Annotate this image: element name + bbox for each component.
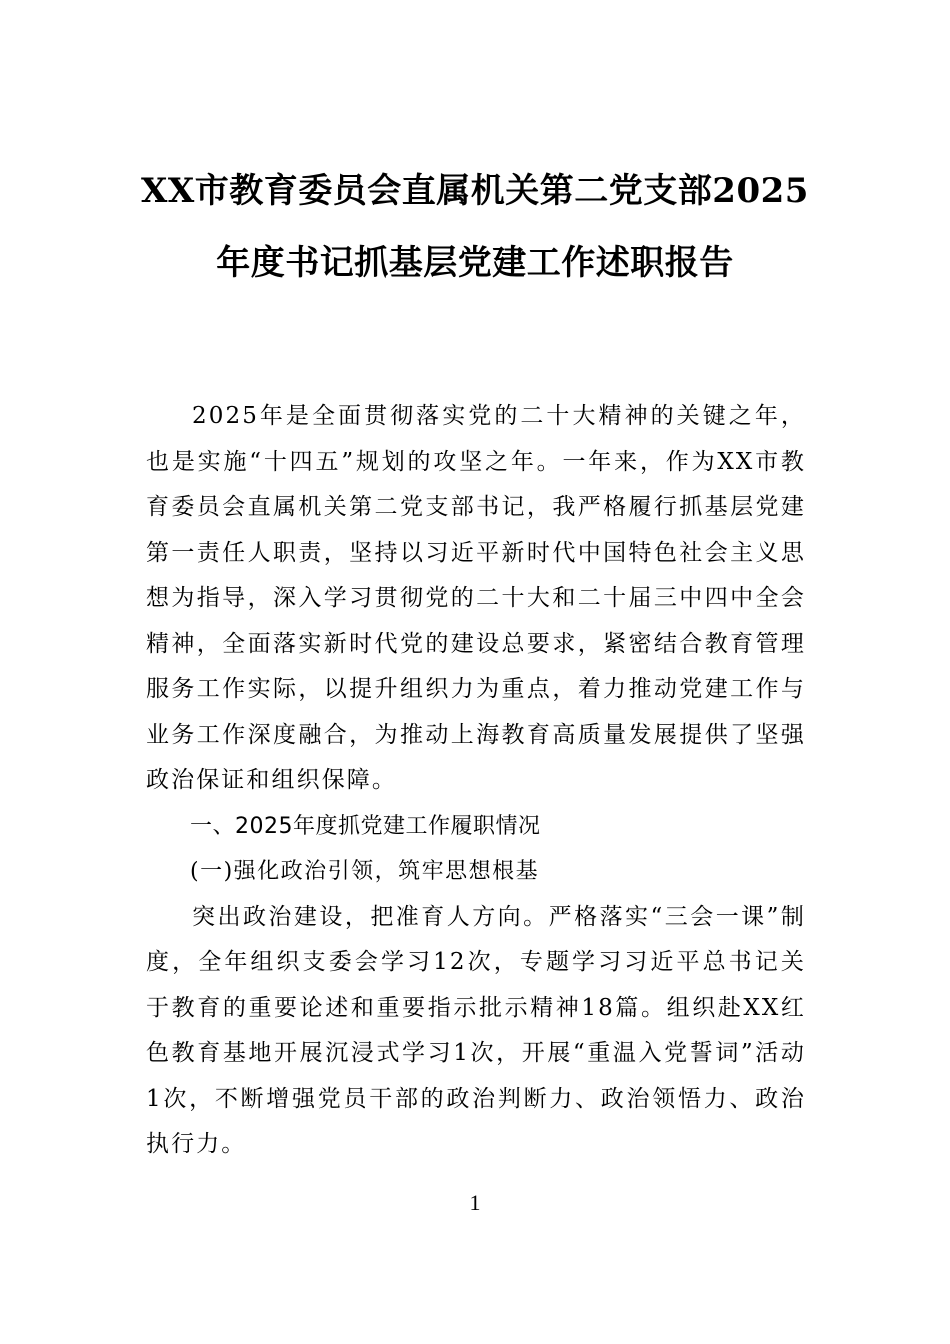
section-heading: 一、2025年度抓党建工作履职情况 xyxy=(190,813,541,839)
subsection-heading: (一)强化政治引领，筑牢思想根基 xyxy=(190,859,540,884)
document-body xyxy=(146,394,806,1168)
page-number: 1 xyxy=(469,1190,481,1215)
subsection-paragraph: 突出政治建设，把准育人方向。严格落实“三会一课”制度，全年组织支委会学习12次，专题学习习近平总书记关于教育的重要论述和重要指示批示精神18篇。组织赴XX红色教育基地开展沉浸式学习1次，开展“重温入党誓词”活动1次，不断增强党员干部的政治判断力、政治领悟力、政治执行力。 xyxy=(146,903,806,1157)
intro-paragraph: 2025年是全面贯彻落实党的二十大精神的关键之年，也是实施“十四五”规划的攻坚之年。一年来，作为XX市教育委员会直属机关第二党支部书记，我严格履行抓基层党建第一责任人职责，坚持以习近平新时代中国特色社会主义思想为指导，深入学习贯彻党的二十大和二十届三中四中全会精神，全面落实新时代党的建设总要求，紧密结合教育管理服务工作实际，以提升组织力为重点，着力推动党建工作与业务工作深度融合，为推动上海教育高质量发展提供了坚强政治保证和组织保障。 xyxy=(146,403,806,793)
title-line-1: XX市教育委员会直属机关第二党支部2025 xyxy=(141,171,809,211)
document-title xyxy=(120,166,830,288)
title-line-2: 年度书记抓基层党建工作述职报告 xyxy=(216,243,734,283)
